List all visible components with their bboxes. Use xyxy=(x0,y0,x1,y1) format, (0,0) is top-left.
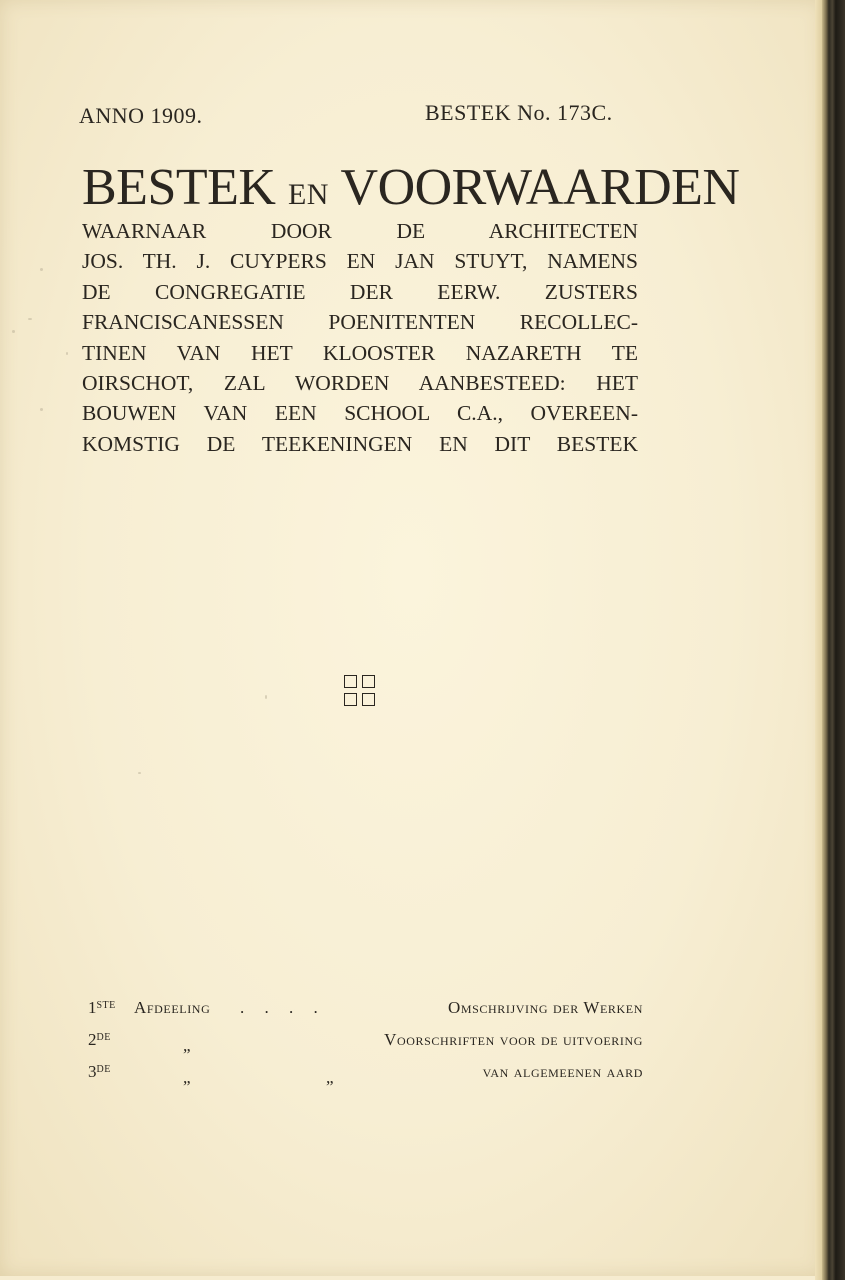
paper-speck xyxy=(40,408,43,411)
page-title xyxy=(82,158,740,225)
section-description: Voorschriften voor de uitvoering xyxy=(384,1030,643,1049)
paper-speck xyxy=(265,695,267,699)
ditto-mark: „ xyxy=(183,1036,191,1055)
section-description: Omschrijving der Werken xyxy=(448,998,643,1017)
contents-row xyxy=(88,1062,643,1094)
description-line: DE CONGREGATIE DER EERW. ZUSTERS xyxy=(82,279,638,304)
paper-speck xyxy=(28,318,32,320)
paper-speck xyxy=(66,352,68,355)
square-ornament-icon xyxy=(344,675,378,709)
ditto-mark: „ xyxy=(326,1068,334,1087)
paper-speck xyxy=(12,330,15,333)
description-line: KOMSTIG DE TEEKENINGEN EN DIT BESTEK xyxy=(82,431,638,456)
section-number: 1STE xyxy=(88,998,116,1017)
description-line: BOUWEN VAN EEN SCHOOL C.A., OVEREEN- xyxy=(82,401,638,426)
leader-dots: . . . . xyxy=(240,998,326,1017)
description-line: OIRSCHOT, ZAL WORDEN AANBESTEED: HET xyxy=(82,371,638,396)
title-word-bestek: BESTEK xyxy=(82,159,276,216)
year-label: ANNO 1909. xyxy=(79,103,203,128)
ditto-mark: „ xyxy=(183,1068,191,1087)
section-label: Afdeeling xyxy=(134,998,211,1017)
contents-list xyxy=(88,998,643,1094)
description-line: TINEN VAN HET KLOOSTER NAZARETH TE xyxy=(82,340,638,365)
description-text xyxy=(82,216,638,459)
section-number: 3DE xyxy=(88,1062,111,1081)
book-spine-edge xyxy=(822,0,845,1280)
paper-speck xyxy=(40,268,43,271)
paper-speck xyxy=(138,772,141,774)
description-line: WAARNAAR DOOR DE ARCHITECTEN xyxy=(82,219,638,243)
section-number: 2DE xyxy=(88,1030,111,1049)
contents-row xyxy=(88,1030,643,1062)
title-word-voorwaarden: VOORWAARDEN xyxy=(340,159,740,216)
bestek-number: BESTEK No. 173C. xyxy=(425,100,613,125)
title-word-en: EN xyxy=(287,178,329,211)
description-line: JOS. TH. J. CUYPERS EN JAN STUYT, NAMENS xyxy=(82,249,638,274)
description-line: FRANCISCANESSEN POENITENTEN RECOLLEC- xyxy=(82,310,638,335)
section-description: van algemeenen aard xyxy=(482,1062,643,1081)
contents-row xyxy=(88,998,643,1030)
